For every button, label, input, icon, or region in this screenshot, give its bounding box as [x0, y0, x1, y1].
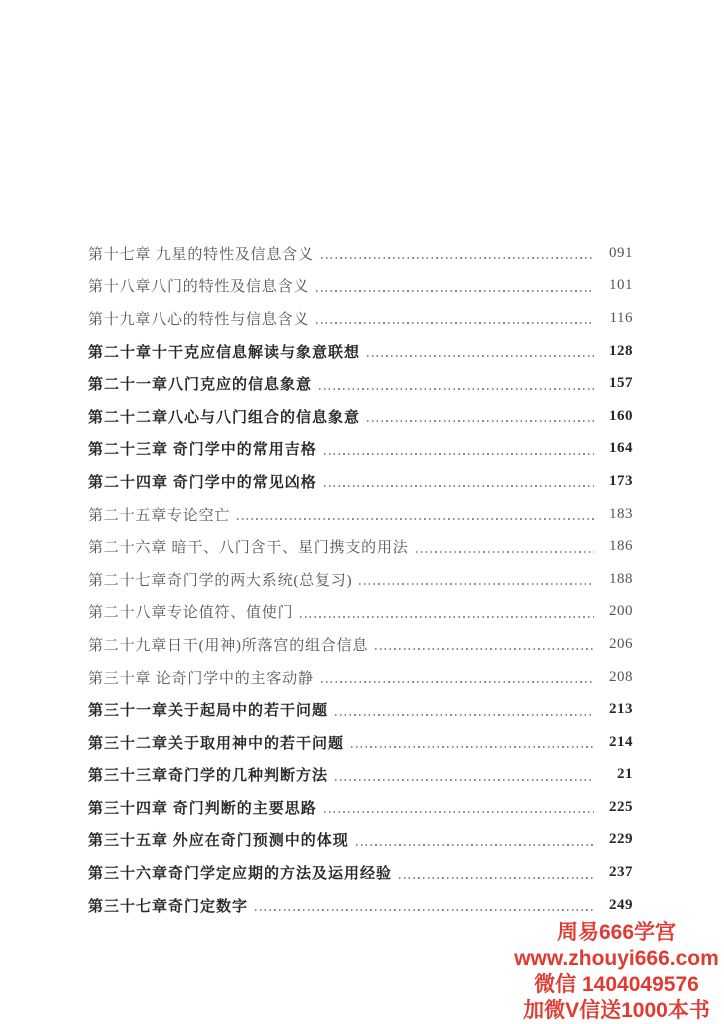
toc-entry-title: 第二十八章专论值符、值使门: [88, 605, 294, 622]
toc-entry: [88, 856, 633, 889]
dot-leader: [316, 322, 594, 324]
toc-entry: [88, 270, 633, 303]
toc-entry: [88, 433, 633, 466]
toc-entry: [88, 335, 633, 368]
toc-entry: [88, 824, 633, 857]
toc-entry: [88, 367, 633, 400]
toc-entry: [88, 400, 633, 433]
toc-entry-title: 第二十九章日干(用神)所落宫的组合信息: [88, 637, 369, 654]
dot-leader: [255, 909, 594, 911]
toc-entry-title: 第三十章 论奇门学中的主客动静: [88, 670, 314, 687]
watermark-line: 加微V信送1000本书: [523, 999, 710, 1022]
toc-entry-title: 第二十七章奇门学的两大系统(总复习): [88, 572, 353, 589]
toc-entry-title: 第二十章十干克应信息解读与象意联想: [88, 344, 361, 361]
toc-entry-page-number: 21: [617, 766, 633, 783]
toc-entry-page-number: 225: [609, 798, 633, 815]
dot-leader: [375, 648, 594, 650]
toc-entry-title: 第二十六章 暗干、八门含干、星门携支的用法: [88, 540, 409, 557]
toc-entry-page-number: 237: [609, 864, 633, 881]
toc-entry-page-number: 164: [609, 440, 633, 457]
dot-leader: [335, 779, 594, 781]
toc-entry: [88, 889, 633, 922]
toc-entry: [88, 628, 633, 661]
toc-entry-page-number: 206: [609, 635, 633, 652]
toc-entry-page-number: 157: [609, 375, 633, 392]
toc-entry-title: 第二十五章专论空亡: [88, 507, 231, 524]
toc-entry-title: 第三十五章 外应在奇门预测中的体现: [88, 833, 349, 850]
dot-leader: [324, 453, 594, 455]
toc-entry: [88, 791, 633, 824]
toc-entry-page-number: 160: [609, 407, 633, 424]
dot-leader: [324, 811, 594, 813]
toc-entry: [88, 498, 633, 531]
toc-entry-page-number: 214: [609, 733, 633, 750]
toc-entry-title: 第二十一章八门克应的信息象意: [88, 377, 313, 394]
dot-leader: [359, 583, 594, 585]
dot-leader: [416, 551, 594, 553]
dot-leader: [367, 420, 594, 422]
dot-leader: [351, 746, 594, 748]
toc-entry: [88, 693, 633, 726]
toc-entry: [88, 530, 633, 563]
dot-leader: [237, 518, 594, 520]
toc-entry-title: 第三十四章 奇门判断的主要思路: [88, 800, 317, 817]
toc-entry-title: 第十八章八门的特性及信息含义: [88, 279, 310, 296]
toc-entry: [88, 563, 633, 596]
toc-list: [88, 237, 633, 921]
toc-entry-page-number: 200: [609, 603, 633, 620]
toc-entry-title: 第三十一章关于起局中的若干问题: [88, 703, 329, 720]
toc-entry-page-number: 091: [609, 244, 633, 261]
toc-entry-title: 第三十六章奇门学定应期的方法及运用经验: [88, 866, 393, 883]
toc-entry-title: 第三十三章奇门学的几种判断方法: [88, 768, 329, 785]
toc-entry-page-number: 188: [609, 570, 633, 587]
toc-entry-page-number: 128: [609, 342, 633, 359]
toc-entry-title: 第三十二章关于取用神中的若干问题: [88, 735, 345, 752]
toc-entry-page-number: 249: [609, 896, 633, 913]
dot-leader: [324, 485, 594, 487]
dot-leader: [321, 257, 594, 259]
toc-entry: [88, 302, 633, 335]
dot-leader: [316, 290, 594, 292]
toc-entry: [88, 759, 633, 792]
toc-entry-page-number: 213: [609, 701, 633, 718]
dot-leader: [300, 616, 594, 618]
dot-leader: [367, 355, 594, 357]
toc-entry-page-number: 208: [609, 668, 633, 685]
toc-entry-page-number: 183: [609, 505, 633, 522]
toc-entry-title: 第二十四章 奇门学中的常见凶格: [88, 474, 317, 491]
toc-entry: [88, 726, 633, 759]
dot-leader: [399, 877, 594, 879]
dot-leader: [335, 714, 594, 716]
toc-entry-page-number: 229: [609, 831, 633, 848]
toc-entry-title: 第十七章 九星的特性及信息含义: [88, 246, 314, 263]
dot-leader: [321, 681, 594, 683]
toc-entry: [88, 465, 633, 498]
toc-entry-page-number: 186: [609, 538, 633, 555]
toc-entry: [88, 596, 633, 629]
toc-entry-page-number: 173: [609, 472, 633, 489]
toc-entry-title: 第二十二章八心与八门组合的信息象意: [88, 409, 361, 426]
toc-entry-title: 第十九章八心的特性与信息含义: [88, 311, 310, 328]
toc-entry-page-number: 116: [609, 309, 633, 326]
watermark-line: www.zhouyi666.com: [514, 947, 719, 970]
dot-leader: [319, 388, 594, 390]
watermark-line: 微信 1404049576: [534, 973, 699, 996]
toc-entry-title: 第三十七章奇门定数字: [88, 898, 249, 915]
toc-entry: [88, 661, 633, 694]
toc-entry-title: 第二十三章 奇门学中的常用吉格: [88, 442, 317, 459]
dot-leader: [356, 844, 594, 846]
watermark-line: 周易666学宫: [556, 921, 677, 944]
toc-entry: [88, 237, 633, 270]
toc-entry-page-number: 101: [609, 277, 633, 294]
watermark: [509, 920, 724, 1024]
